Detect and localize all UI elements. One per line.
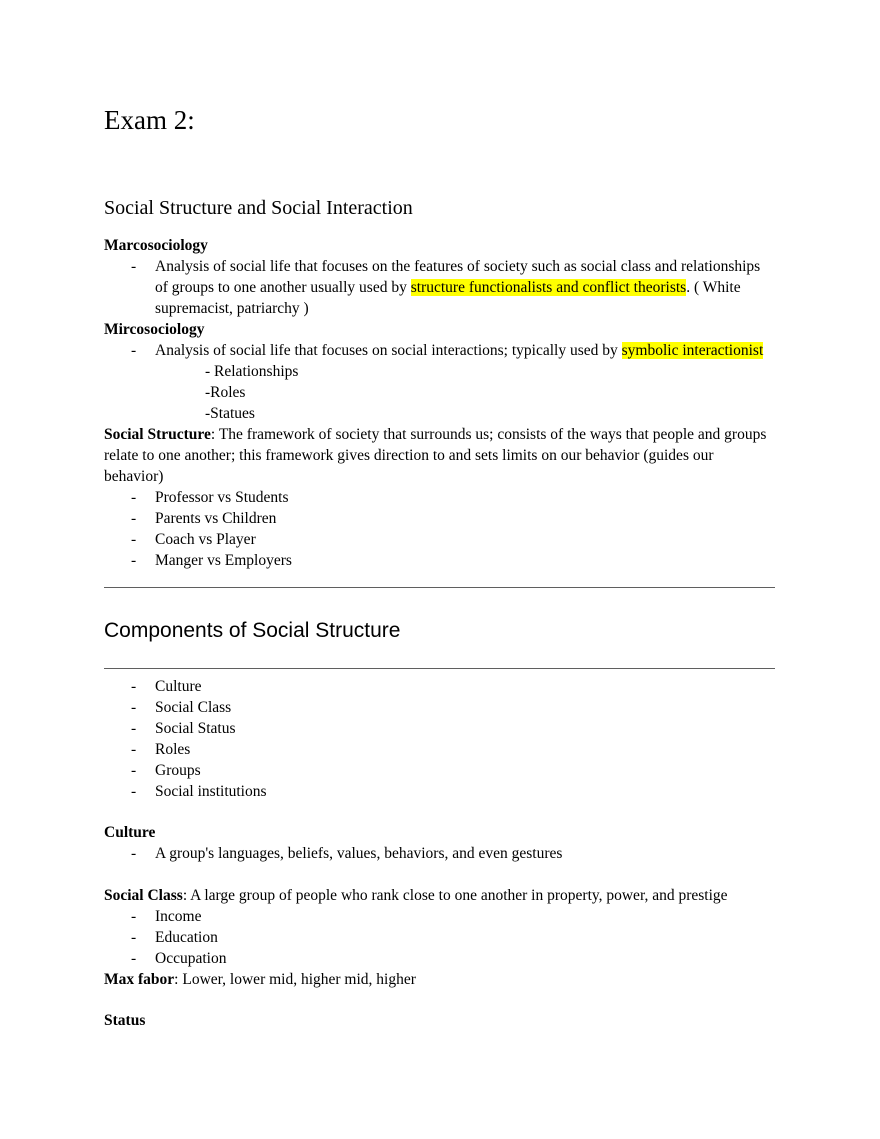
section-heading-components: Components of Social Structure — [104, 619, 401, 642]
term-social-class: Social Class — [104, 887, 183, 904]
macrosociology-definition — [104, 256, 775, 319]
highlighted-text-symbolic-interactionist: symbolic interactionist — [621, 342, 764, 359]
document-title: Exam 2: — [104, 105, 195, 135]
microsociology-definition — [104, 340, 775, 361]
definition-text-post: . ( White supremacist, patriarchy ) — [155, 279, 741, 317]
definition-text-pre: Analysis of social life that focuses on social interactions; typically used by — [155, 342, 622, 359]
horizontal-rule — [104, 587, 775, 588]
component-item: - Social Class — [104, 697, 775, 718]
social-structure-example: - Coach vs Player — [104, 529, 775, 550]
term-status: Status — [104, 1012, 146, 1029]
term-social-structure: Social Structure — [104, 426, 211, 443]
max-fabor-line — [104, 969, 775, 990]
social-class-item: - Education — [104, 927, 775, 948]
section-components-of-social-structure — [104, 618, 775, 1031]
social-class-item: - Income — [104, 906, 775, 927]
component-item: - Groups — [104, 760, 775, 781]
term-macrosociology: Marcosociology — [104, 237, 208, 254]
component-item: - Culture — [104, 676, 775, 697]
social-class-item: - Occupation — [104, 948, 775, 969]
microsociology-subitem: - Relationships — [205, 363, 299, 380]
definition-text: : Lower, lower mid, higher mid, higher — [174, 971, 416, 988]
definition-text: : The framework of society that surrounds us; consists of the ways that people and groups relate to one another; this framework gives direction to and sets limits on our behavior (guides our behavior) — [104, 426, 767, 485]
component-item: - Social Status — [104, 718, 775, 739]
term-microsociology: Mircosociology — [104, 321, 205, 338]
component-item: - Social institutions — [104, 781, 775, 802]
social-structure-definition — [104, 424, 775, 487]
definition-text-pre: Analysis of social life that focuses on the features of society such as social class and relationships of groups to one another usually used by — [155, 258, 761, 296]
highlighted-text-structure-functionalists: structure functionalists and conflict theorists — [410, 279, 687, 296]
term-culture: Culture — [104, 824, 156, 841]
section-heading-social-structure: Social Structure and Social Interaction — [104, 197, 413, 219]
microsociology-subitem: -Roles — [205, 384, 246, 401]
microsociology-subitem: -Statues — [205, 405, 255, 422]
social-structure-example: - Professor vs Students — [104, 487, 775, 508]
social-structure-example: - Parents vs Children — [104, 508, 775, 529]
horizontal-rule — [104, 668, 775, 669]
social-class-definition — [104, 885, 775, 906]
definition-text: : A large group of people who rank close to one another in property, power, and prestige — [182, 887, 728, 904]
section-social-structure-and-social-interaction — [104, 196, 775, 571]
social-structure-example: - Manger vs Employers — [104, 550, 775, 571]
culture-definition: - A group's languages, beliefs, values, behaviors, and even gestures — [104, 843, 775, 864]
term-max-fabor: Max fabor — [104, 971, 175, 988]
component-item: - Roles — [104, 739, 775, 760]
